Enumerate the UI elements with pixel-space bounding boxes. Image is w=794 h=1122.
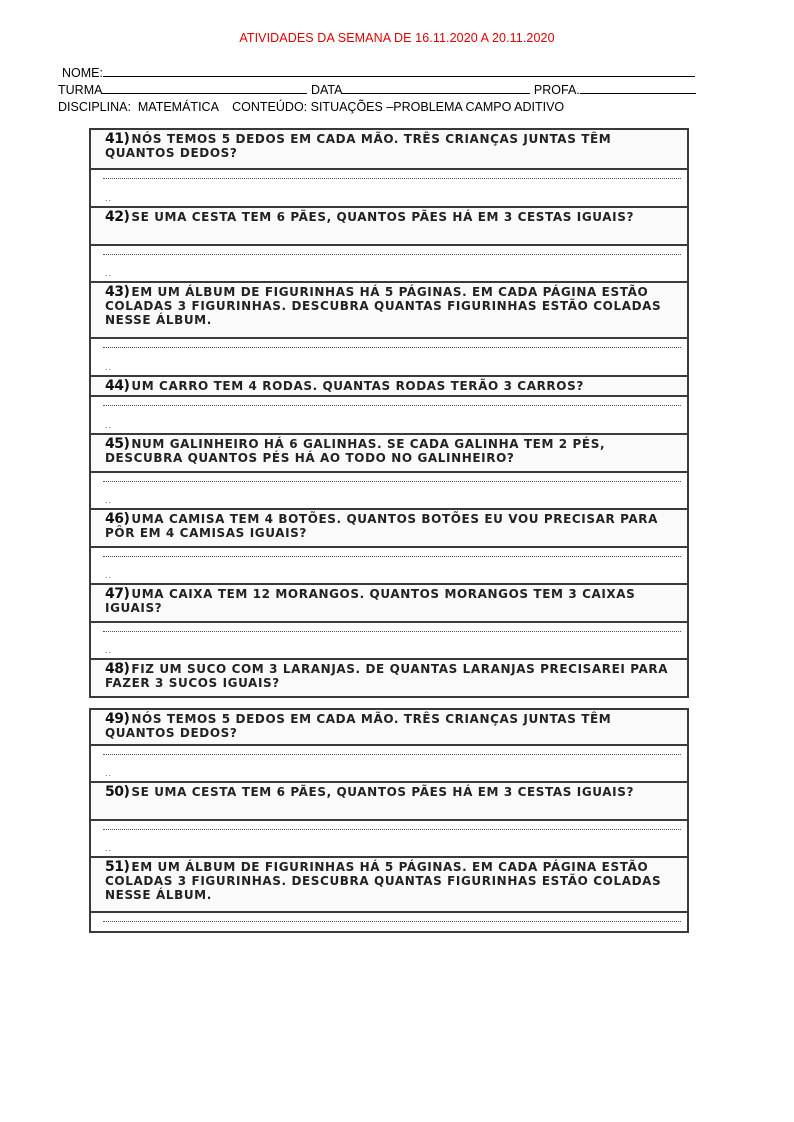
answer-line-continuation: ..: [105, 495, 113, 505]
answer-line-continuation: ..: [105, 362, 113, 372]
question-box: [89, 283, 689, 339]
answer-line-continuation: ..: [105, 268, 113, 278]
question-text: EM UM ÁLBUM DE FIGURINHAS HÁ 5 PÁGINAS. EM CADA PÁGINA ESTÃO COLADAS 3 FIGURINHAS. DESCUBRA QUANTAS FIGURINHAS ESTÃO COLADAS NESSE ÁLBUM.: [105, 285, 662, 327]
question-box: [89, 128, 689, 170]
question-text: NÓS TEMOS 5 DEDOS EM CADA MÃO. TRÊS CRIANÇAS JUNTAS TÊM QUANTOS DEDOS?: [105, 132, 612, 160]
answer-area[interactable]: [89, 397, 689, 435]
answer-dotted-line: [103, 481, 681, 482]
question-number: 49): [105, 711, 130, 727]
question-number: 44): [105, 378, 130, 394]
answer-dotted-line: [103, 754, 681, 755]
data-label: DATA: [310, 83, 343, 97]
question-number: 41): [105, 131, 130, 147]
question-text: UMA CAIXA TEM 12 MORANGOS. QUANTOS MORANGOS TEM 3 CAIXAS IGUAIS?: [105, 587, 636, 615]
answer-dotted-line: [103, 347, 681, 348]
worksheet-block-2: [89, 708, 689, 933]
question-box: [89, 208, 689, 246]
answer-line-continuation: ..: [105, 768, 113, 778]
question-text: EM UM ÁLBUM DE FIGURINHAS HÁ 5 PÁGINAS. EM CADA PÁGINA ESTÃO COLADAS 3 FIGURINHAS. DESCUBRA QUANTAS FIGURINHAS ESTÃO COLADAS NESSE ÁLBUM.: [105, 860, 662, 902]
question-number: 43): [105, 284, 130, 300]
subject-row: [58, 99, 564, 115]
worksheet-block-1: [89, 128, 689, 698]
conteudo-label: CONTEÚDO:: [232, 100, 308, 114]
disciplina-value: MATEMÁTICA: [137, 100, 219, 114]
question-box: [89, 585, 689, 623]
question-number: 45): [105, 436, 130, 452]
answer-line-continuation: ..: [105, 645, 113, 655]
answer-area[interactable]: [89, 548, 689, 585]
question-text: UM CARRO TEM 4 RODAS. QUANTAS RODAS TERÃO 3 CARROS?: [131, 379, 584, 393]
answer-dotted-line: [103, 921, 681, 922]
question-box: [89, 783, 689, 821]
answer-line-continuation: ..: [105, 193, 113, 203]
profa-label: PROFA.: [533, 83, 580, 97]
turma-label: TURMA: [58, 83, 103, 97]
answer-area[interactable]: [89, 170, 689, 208]
question-number: 51): [105, 859, 130, 875]
page-title: ATIVIDADES DA SEMANA DE 16.11.2020 A 20.11.2020: [239, 31, 555, 45]
data-field-line[interactable]: [342, 81, 530, 94]
question-text: NÓS TEMOS 5 DEDOS EM CADA MÃO. TRÊS CRIANÇAS JUNTAS TÊM QUANTOS DEDOS?: [105, 712, 612, 740]
question-box: [89, 708, 689, 746]
question-box: [89, 858, 689, 913]
turma-field-line[interactable]: [102, 81, 307, 94]
question-number: 47): [105, 586, 130, 602]
answer-dotted-line: [103, 829, 681, 830]
answer-dotted-line: [103, 405, 681, 406]
answer-dotted-line: [103, 178, 681, 179]
answer-area[interactable]: [89, 246, 689, 283]
question-number: 42): [105, 209, 130, 225]
question-number: 46): [105, 511, 130, 527]
answer-area[interactable]: [89, 913, 689, 933]
question-box: [89, 377, 689, 397]
disciplina-label: DISCIPLINA:: [58, 100, 131, 114]
class-date-teacher-row: [58, 81, 696, 98]
name-field-line[interactable]: [103, 64, 695, 77]
answer-dotted-line: [103, 631, 681, 632]
name-label: NOME:: [62, 66, 103, 80]
question-text: UMA CAMISA TEM 4 BOTÕES. QUANTOS BOTÕES EU VOU PRECISAR PARA PÔR EM 4 CAMISAS IGUAIS?: [105, 512, 659, 540]
question-text: FIZ UM SUCO COM 3 LARANJAS. DE QUANTAS LARANJAS PRECISAREI PARA FAZER 3 SUCOS IGUAIS?: [105, 662, 669, 690]
conteudo-value: SITUAÇÕES –PROBLEMA CAMPO ADITIVO: [310, 100, 565, 114]
question-box: [89, 435, 689, 473]
question-text: NUM GALINHEIRO HÁ 6 GALINHAS. SE CADA GALINHA TEM 2 PÉS, DESCUBRA QUANTOS PÉS HÁ AO TODO NO GALINHEIRO?: [105, 437, 606, 465]
answer-area[interactable]: [89, 339, 689, 377]
question-text: SE UMA CESTA TEM 6 PÃES, QUANTOS PÃES HÁ EM 3 CESTAS IGUAIS?: [131, 210, 635, 224]
answer-area[interactable]: [89, 623, 689, 660]
answer-area[interactable]: [89, 821, 689, 858]
question-text: SE UMA CESTA TEM 6 PÃES, QUANTOS PÃES HÁ EM 3 CESTAS IGUAIS?: [131, 785, 635, 799]
name-field-row: [62, 64, 695, 81]
answer-line-continuation: ..: [105, 420, 113, 430]
profa-field-line[interactable]: [580, 81, 696, 94]
answer-line-continuation: ..: [105, 570, 113, 580]
answer-area[interactable]: [89, 473, 689, 510]
answer-area[interactable]: [89, 746, 689, 783]
question-box: [89, 510, 689, 548]
question-number: 50): [105, 784, 130, 800]
answer-dotted-line: [103, 254, 681, 255]
answer-dotted-line: [103, 556, 681, 557]
answer-line-continuation: ..: [105, 843, 113, 853]
question-box: [89, 660, 689, 698]
question-number: 48): [105, 661, 130, 677]
